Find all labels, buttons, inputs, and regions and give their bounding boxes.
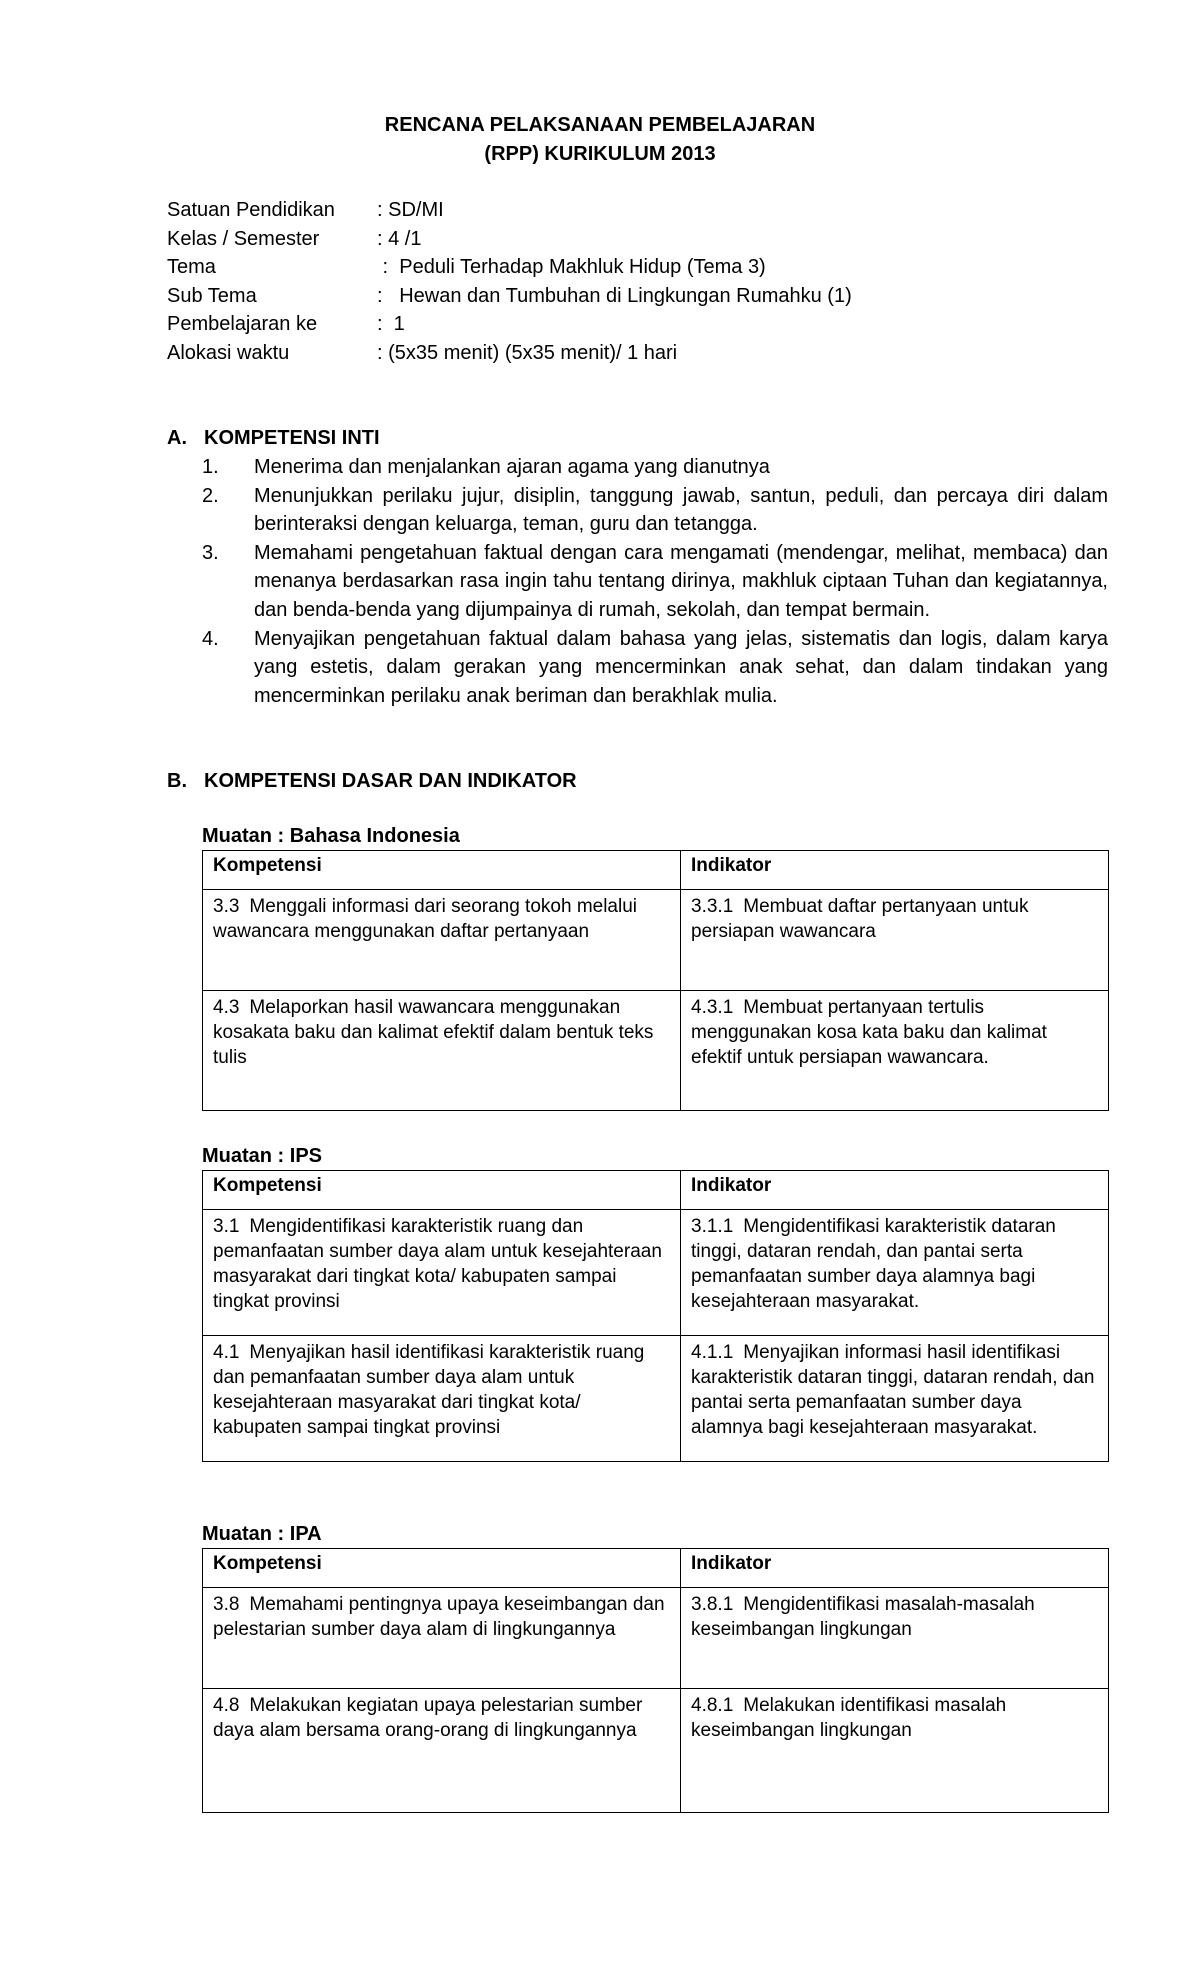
identity-label: Satuan Pendidikan (167, 199, 335, 221)
table-row (203, 991, 1109, 1111)
indikator-cell (681, 890, 1109, 991)
column-header: Kompetensi (203, 1549, 681, 1588)
section-letter: A. (167, 427, 187, 449)
indikator-text: Membuat pertanyaan tertulis menggunakan kosa kata baku dan kalimat efektif untuk persiapan wawancara. (691, 997, 1047, 1068)
document-title: RENCANA PELAKSANAAN PEMBELAJARAN (384, 114, 816, 136)
identity-value: : SD/MI (377, 199, 444, 221)
kompetensi-code: 4.8 (213, 1695, 240, 1716)
kompetensi-cell (203, 1689, 681, 1813)
table-header-row (203, 1171, 1109, 1210)
kompetensi-cell (203, 1336, 681, 1462)
kompetensi-text: Melakukan kegiatan upaya pelestarian sumber daya alam bersama orang-orang di lingkungannya (213, 1695, 643, 1741)
list-item (202, 482, 1108, 539)
list-text: Menerima dan menjalankan ajaran agama yang dianutnya (254, 456, 770, 478)
column-header: Kompetensi (203, 851, 681, 890)
column-header: Indikator (681, 851, 1109, 890)
kompetensi-code: 4.3 (213, 997, 240, 1018)
list-item (202, 539, 1108, 625)
table-row (203, 1336, 1109, 1462)
list-text: Memahami pengetahuan faktual dengan cara mengamati (mendengar, melihat, membaca) dan menanya berdasarkan rasa ingin tahu tentang dirinya, makhluk ciptaan Tuhan dan kegiatannya, dan benda-benda yang dijumpainya di rumah, sekolah, dan tempat bermain. (254, 541, 1108, 621)
list-number: 3. (202, 541, 219, 564)
indikator-text: Melakukan identifikasi masalah keseimbangan lingkungan (691, 1695, 1007, 1741)
identity-value: : (5x35 menit) (5x35 menit)/ 1 hari (377, 341, 678, 364)
kompetensi-text: Mengidentifikasi karakteristik ruang dan pemanfaatan sumber daya alam untuk kesejahteraan masyarakat dari tingkat kota/ kabupaten sampai tingkat provinsi (213, 1216, 662, 1312)
indikator-code: 3.3.1 (691, 896, 734, 917)
identity-value: : 4 /1 (377, 227, 422, 250)
list-text: Menunjukkan perilaku jujur, disiplin, tanggung jawab, santun, peduli, dan percaya diri dalam berinteraksi dengan keluarga, teman, guru dan tetangga. (254, 484, 1108, 536)
kompetensi-text: Memahami pentingnya upaya keseimbangan dan pelestarian sumber daya alam di lingkungannya (213, 1594, 665, 1640)
identity-label: Kelas / Semester (167, 227, 320, 250)
section-a-heading (167, 424, 380, 452)
identity-label: Sub Tema (167, 284, 257, 307)
kompetensi-cell (203, 1210, 681, 1336)
column-header: Indikator (681, 1549, 1109, 1588)
table-row (203, 890, 1109, 991)
kompetensi-cell (203, 890, 681, 991)
indikator-text: Menyajikan informasi hasil identifikasi karakteristik dataran tinggi, dataran rendah, dan pantai serta pemanfaatan sumber daya alamnya bagi kesejahteraan masyarakat. (691, 1342, 1095, 1438)
kd-table-ips (202, 1170, 1109, 1462)
kompetensi-inti-list (202, 453, 1108, 710)
kompetensi-text: Melaporkan hasil wawancara menggunakan kosakata baku dan kalimat efektif dalam bentuk teks tulis (213, 997, 654, 1068)
indikator-code: 3.8.1 (691, 1594, 734, 1615)
kompetensi-code: 3.1 (213, 1216, 240, 1237)
kompetensi-code: 4.1 (213, 1342, 240, 1363)
section-letter: B. (167, 770, 187, 792)
section-title: KOMPETENSI DASAR DAN INDIKATOR (204, 770, 577, 792)
table-row (203, 1588, 1109, 1689)
kompetensi-text: Menyajikan hasil identifikasi karakteristik ruang dan pemanfaatan sumber daya alam untuk kesejahteraan masyarakat dari tingkat kota/ kabupaten sampai tingkat provinsi (213, 1342, 645, 1438)
list-number: 1. (202, 456, 219, 478)
identity-label: Pembelajaran ke (167, 313, 318, 335)
identity-value: : 1 (377, 313, 405, 335)
indikator-code: 4.3.1 (691, 997, 734, 1018)
indikator-cell (681, 1336, 1109, 1462)
kompetensi-cell (203, 1588, 681, 1689)
indikator-code: 4.1.1 (691, 1342, 734, 1363)
kompetensi-cell (203, 991, 681, 1111)
indikator-text: Mengidentifikasi karakteristik dataran tinggi, dataran rendah, dan pantai serta pemanfaatan sumber daya alamnya bagi kesejahteraan masyarakat. (691, 1216, 1056, 1312)
list-item (202, 453, 1108, 482)
kd-table-ipa (202, 1548, 1109, 1813)
indikator-cell (681, 1588, 1109, 1689)
identity-value: : Hewan dan Tumbuhan di Lingkungan Rumahku (1) (377, 284, 852, 307)
kompetensi-text: Menggali informasi dari seorang tokoh melalui wawancara menggunakan daftar pertanyaan (213, 896, 638, 942)
muatan-label: Muatan : IPS (202, 1145, 323, 1167)
indikator-cell (681, 1210, 1109, 1336)
section-b-heading (167, 767, 577, 795)
list-item (202, 625, 1108, 711)
indikator-text: Membuat daftar pertanyaan untuk persiapan wawancara (691, 896, 1029, 942)
table-row (203, 1689, 1109, 1813)
identity-label: Alokasi waktu (167, 341, 290, 364)
list-number: 4. (202, 627, 219, 650)
list-text: Menyajikan pengetahuan faktual dalam bahasa yang jelas, sistematis dan logis, dalam karya yang estetis, dalam gerakan yang mencerminkan anak sehat, dan dalam tindakan yang mencerminkan perilaku anak beriman dan berakhlak mulia. (254, 627, 1108, 707)
document-subtitle: (RPP) KURIKULUM 2013 (484, 143, 716, 165)
indikator-code: 3.1.1 (691, 1216, 734, 1237)
kompetensi-code: 3.3 (213, 896, 240, 917)
muatan-label: Muatan : Bahasa Indonesia (202, 825, 460, 847)
muatan-label: Muatan : IPA (202, 1523, 322, 1545)
identity-label: Tema (167, 256, 216, 278)
column-header: Indikator (681, 1171, 1109, 1210)
table-header-row (203, 851, 1109, 890)
kompetensi-code: 3.8 (213, 1594, 240, 1615)
indikator-text: Mengidentifikasi masalah-masalah keseimbangan lingkungan (691, 1594, 1035, 1640)
table-header-row (203, 1549, 1109, 1588)
kd-table-bahasa-indonesia (202, 850, 1109, 1111)
indikator-cell (681, 991, 1109, 1111)
table-row (203, 1210, 1109, 1336)
identity-value: : Peduli Terhadap Makhluk Hidup (Tema 3) (377, 256, 766, 278)
section-title: KOMPETENSI INTI (204, 427, 380, 449)
indikator-cell (681, 1689, 1109, 1813)
indikator-code: 4.8.1 (691, 1695, 734, 1716)
list-number: 2. (202, 484, 219, 507)
column-header: Kompetensi (203, 1171, 681, 1210)
